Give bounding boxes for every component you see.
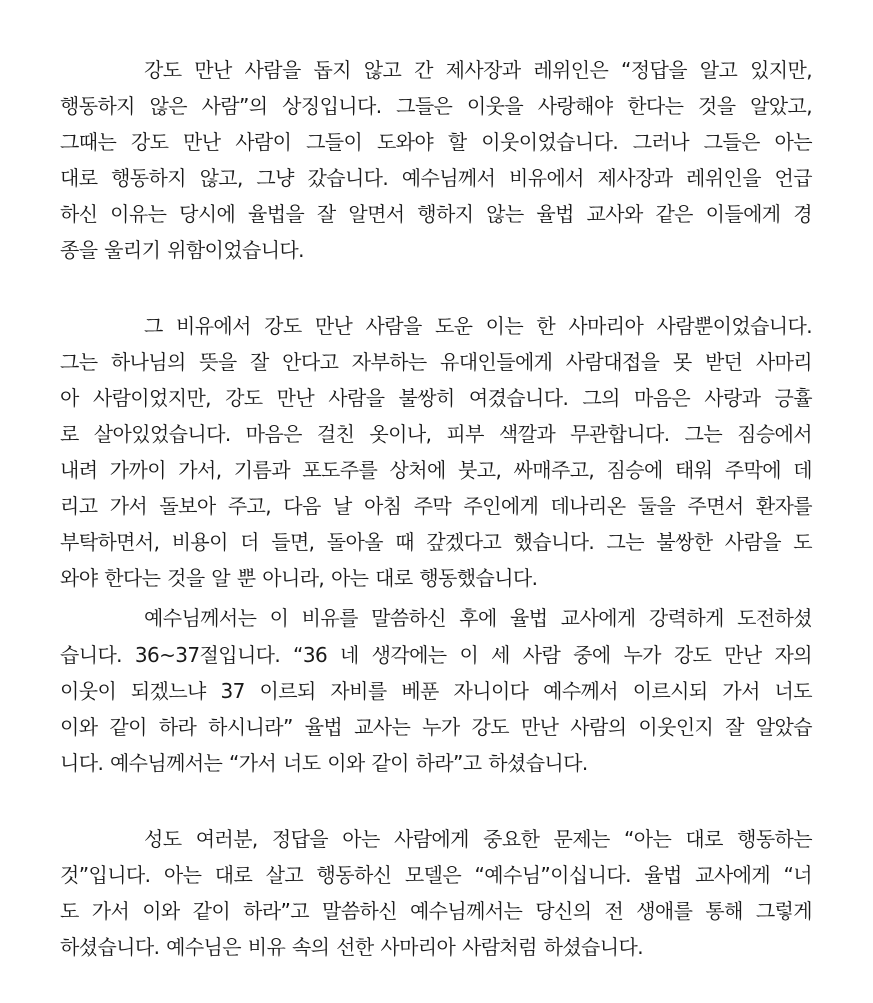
paragraph-1-line-2: 행동하지 않은 사람”의 상징입니다. 그들은 이웃을 사랑해야 한다는 것을 알았고,	[60, 94, 812, 118]
paragraph-2-line-5: 내려 가까이 가서, 기름과 포도주를 상처에 붓고, 싸매주고, 짐승에 태워 주막에 데	[60, 458, 812, 482]
paragraph-3-line-2: 습니다. 36~37절입니다. “36 네 생각에는 이 세 사람 중에 누가 강도 만난 자의	[60, 643, 812, 667]
paragraph-3-line-4: 이와 같이 하라 하시니라” 율법 교사는 누가 강도 만난 사람의 이웃인지 잘 알았습	[60, 715, 812, 739]
paragraph-1-line-5: 하신 이유는 당시에 율법을 잘 알면서 행하지 않는 율법 교사와 같은 이들에게 경	[60, 202, 812, 226]
paragraph-4-line-3: 도 가서 이와 같이 하라”고 말씀하신 예수님께서는 당신의 전 생애를 통해 그렇게	[60, 899, 812, 923]
paragraph-2-line-2: 그는 하나님의 뜻을 잘 안다고 자부하는 유대인들에게 사람대접을 못 받던 사마리	[60, 350, 812, 374]
paragraph-1-line-1: 강도 만난 사람을 돕지 않고 간 제사장과 레위인은 “정답을 알고 있지만,	[144, 58, 812, 82]
paragraph-3-line-5: 니다. 예수님께서는 “가서 너도 이와 같이 하라”고 하셨습니다.	[60, 751, 588, 775]
paragraph-3-line-1: 예수님께서는 이 비유를 말씀하신 후에 율법 교사에게 강력하게 도전하셨	[144, 606, 812, 630]
paragraph-1-line-4: 대로 행동하지 않고, 그냥 갔습니다. 예수님께서 비유에서 제사장과 레위인을 언급	[60, 166, 812, 190]
paragraph-2-line-6: 리고 가서 돌보아 주고, 다음 날 아침 주막 주인에게 데나리온 둘을 주면서 환자를	[60, 494, 812, 518]
paragraph-2-line-4: 로 살아있었습니다. 마음은 걸친 옷이나, 피부 색깔과 무관합니다. 그는 짐승에서	[60, 422, 812, 446]
paragraph-3-line-3: 이웃이 되겠느냐 37 이르되 자비를 베푼 자니이다 예수께서 이르시되 가서 너도	[60, 679, 812, 703]
paragraph-2-line-7: 부탁하면서, 비용이 더 들면, 돌아올 때 갚겠다고 했습니다. 그는 불쌍한 사람을 도	[60, 530, 812, 554]
paragraph-4-line-2: 것”입니다. 아는 대로 살고 행동하신 모델은 “예수님”이십니다. 율법 교사에게 “너	[60, 863, 812, 887]
paragraph-2-line-3: 아 사람이었지만, 강도 만난 사람을 불쌍히 여겼습니다. 그의 마음은 사랑과 긍휼	[60, 386, 812, 410]
paragraph-1-line-6: 종을 울리기 위함이었습니다.	[60, 238, 304, 262]
paragraph-4-line-4: 하셨습니다. 예수님은 비유 속의 선한 사마리아 사람처럼 하셨습니다.	[60, 935, 643, 959]
paragraph-2-line-1: 그 비유에서 강도 만난 사람을 도운 이는 한 사마리아 사람뿐이었습니다.	[144, 314, 812, 338]
paragraph-2-line-8: 와야 한다는 것을 알 뿐 아니라, 아는 대로 행동했습니다.	[60, 566, 538, 590]
paragraph-1-line-3: 그때는 강도 만난 사람이 그들이 도와야 할 이웃이었습니다. 그러나 그들은 아는	[60, 130, 812, 154]
paragraph-4-line-1: 성도 여러분, 정답을 아는 사람에게 중요한 문제는 “아는 대로 행동하는	[144, 827, 812, 851]
